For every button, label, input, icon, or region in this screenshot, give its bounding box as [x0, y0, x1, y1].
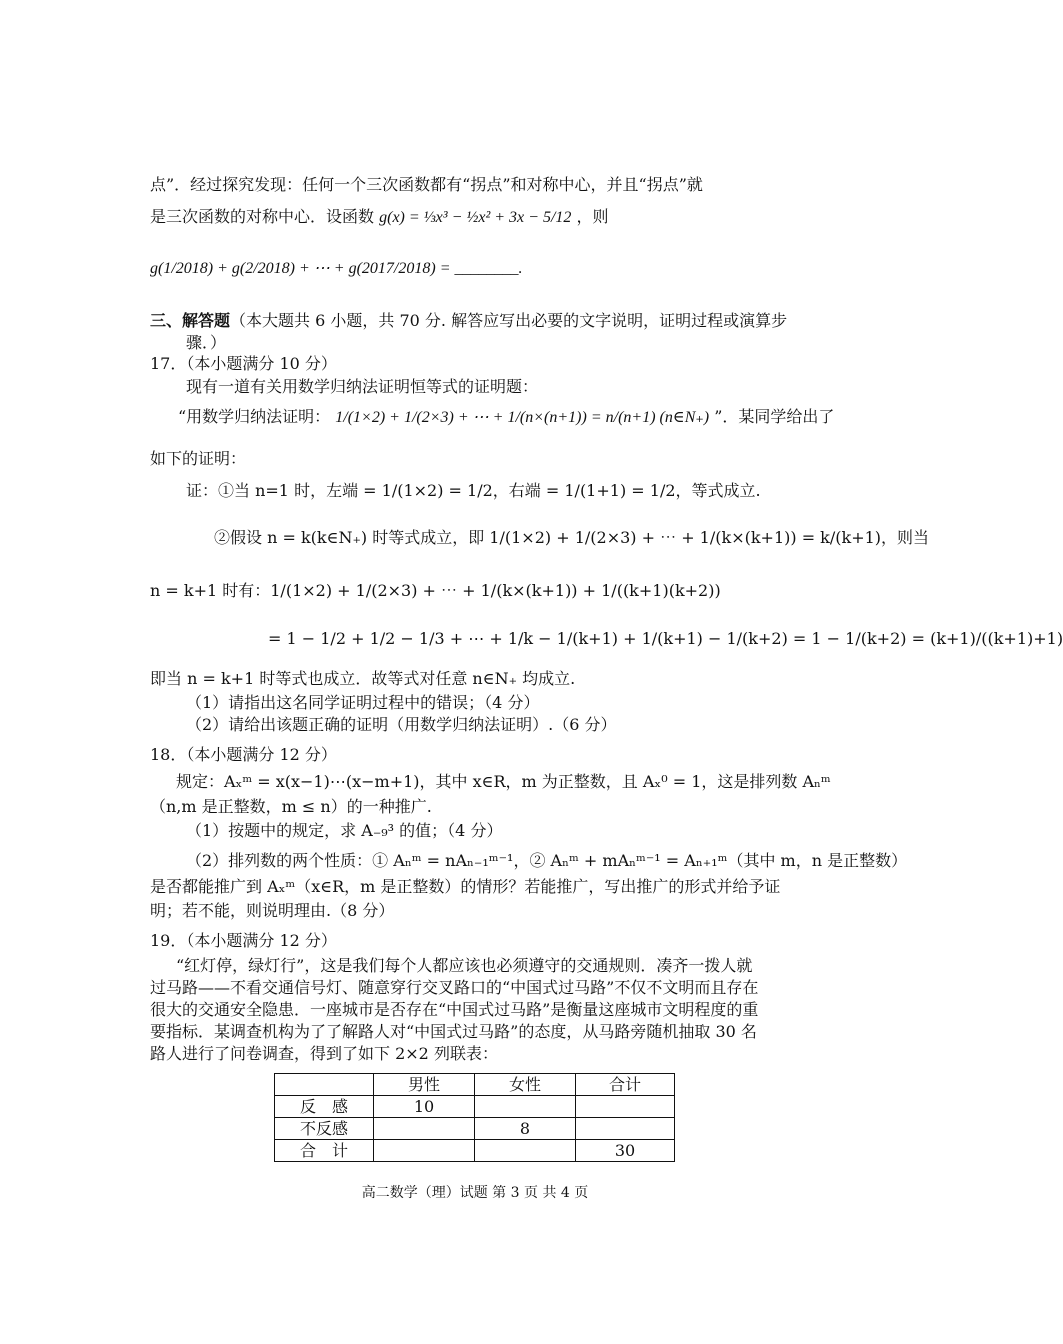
q16-line2-pre: 是三次函数的对称中心．设函数: [150, 207, 375, 226]
q17-sub1: （1）请指出这名同学证明过程中的错误；（4 分）: [186, 693, 540, 712]
q17-statement-pre: “用数学归纳法证明：: [178, 407, 331, 426]
table-header-row: [275, 1074, 675, 1096]
q16-sum-expression: g(1/2018) + g(2/2018) + ⋯ + g(2017/2018) = ________.: [150, 260, 523, 277]
section3-heading: [150, 310, 787, 332]
q17-proof-step1: 证：①当 n=1 时，左端 = 1/(1×2) = 1/2，右端 = 1/(1+1) = 1/2，等式成立.: [186, 481, 761, 500]
q18-sub2-line2: 是否都能推广到 Aₓᵐ（x∈R，m 是正整数）的情形？若能推广，写出推广的形式并给予证: [150, 877, 781, 896]
table-cell: [374, 1118, 475, 1140]
q17-intro: 现有一道有关用数学归纳法证明恒等式的证明题：: [186, 377, 539, 396]
q18-sub2-line3: 明；若不能，则说明理由.（8 分）: [150, 901, 395, 920]
contingency-table: [274, 1073, 675, 1162]
section3-desc2: 骤．）: [186, 333, 227, 352]
q17-header: 17．（本小题满分 10 分）: [150, 354, 337, 373]
table-cell: 10: [374, 1096, 475, 1118]
table-cell: 合 计: [275, 1140, 374, 1162]
table-cell: [576, 1096, 675, 1118]
q18-sub1: （1）按题中的规定，求 A₋₉³ 的值；（4 分）: [186, 821, 503, 840]
q17-proof-conclusion: 即当 n = k+1 时等式也成立．故等式对任意 n∈N₊ 均成立.: [150, 669, 576, 688]
page-footer: 高二数学（理）试题 第 3 页 共 4 页: [361, 1185, 589, 1201]
q17-statement-post: ”．某同学给出了: [714, 407, 835, 426]
q19-paragraph-line5: 路人进行了问卷调查，得到了如下 2×2 列联表：: [150, 1044, 498, 1063]
q17-sub2: （2）请给出该题正确的证明（用数学归纳法证明）.（6 分）: [186, 715, 617, 734]
q18-line2: （n,m 是正整数，m ≤ n）的一种推广.: [150, 797, 432, 816]
q17-proof-step2: ②假设 n = k(k∈N₊) 时等式成立，即 1/(1×2) + 1/(2×3) + ⋯ + 1/(k×(k+1)) = k/(k+1)，则当: [214, 528, 930, 547]
section3-title: 三、解答题: [150, 311, 231, 330]
table-cell: [576, 1118, 675, 1140]
table-cell: 反 感: [275, 1096, 374, 1118]
q16-line2: [150, 206, 609, 229]
q19-paragraph-line1: “红灯停，绿灯行”，这是我们每个人都应该也必须遵守的交通规则．凑齐一拨人就: [176, 956, 753, 975]
q17-statement-line2: 如下的证明：: [150, 449, 247, 468]
q17-proof-step4: = 1 − 1/2 + 1/2 − 1/3 + ⋯ + 1/k − 1/(k+1) + 1/(k+1) − 1/(k+2) = 1 − 1/(k+2) = (k+1)/((k+1)+1): [268, 629, 1063, 648]
table-header-cell: [275, 1074, 374, 1096]
q19-paragraph-line2: 过马路——不看交通信号灯、随意穿行交叉路口的“中国式过马路”不仅不文明而且存在: [150, 978, 759, 997]
q17-statement-formula: 1/(1×2) + 1/(2×3) + ⋯ + 1/(n×(n+1)) = n/(n+1) (n∈N₊): [335, 409, 710, 426]
table-header-cell: 合计: [576, 1074, 675, 1096]
table-row: [275, 1118, 675, 1140]
table-row: [275, 1140, 675, 1162]
table-cell: [475, 1140, 576, 1162]
q18-sub2: （2）排列数的两个性质：① Aₙᵐ = nAₙ₋₁ᵐ⁻¹，② Aₙᵐ + mAₙᵐ⁻¹ = Aₙ₊₁ᵐ（其中 m，n 是正整数）: [186, 851, 908, 870]
table-cell: [475, 1096, 576, 1118]
table-cell: 8: [475, 1118, 576, 1140]
table-row: [275, 1096, 675, 1118]
q16-line1: 点”．经过探究发现：任何一个三次函数都有“拐点”和对称中心，并且“拐点”就: [150, 175, 703, 194]
q18-line1: 规定：Aₓᵐ = x(x−1)⋯(x−m+1)，其中 x∈R，m 为正整数，且 Aₓ⁰ = 1，这是排列数 Aₙᵐ: [176, 772, 831, 791]
table-header-cell: 女性: [475, 1074, 576, 1096]
q19-paragraph-line3: 很大的交通安全隐患．一座城市是否存在“中国式过马路”是衡量这座城市文明程度的重: [150, 1000, 759, 1019]
table-cell: [374, 1140, 475, 1162]
q18-header: 18．（本小题满分 12 分）: [150, 745, 337, 764]
q17-proof-step3: n = k+1 时有：1/(1×2) + 1/(2×3) + ⋯ + 1/(k×(k+1)) + 1/((k+1)(k+2)): [150, 581, 721, 600]
q16-line2-post: ，则: [576, 207, 609, 226]
section3-desc: （本大题共 6 小题，共 70 分. 解答应写出必要的文字说明，证明过程或演算步: [230, 311, 788, 330]
q19-header: 19．（本小题满分 12 分）: [150, 931, 337, 950]
q17-statement: [178, 406, 834, 429]
table-cell: 不反感: [275, 1118, 374, 1140]
q19-paragraph-line4: 要指标．某调查机构为了了解路人对“中国式过马路”的态度，从马路旁随机抽取 30 名: [150, 1022, 757, 1041]
table-header-cell: 男性: [374, 1074, 475, 1096]
q16-function: g(x) = ⅓x³ − ½x² + 3x − 5/12: [379, 209, 572, 226]
table-cell: 30: [576, 1140, 675, 1162]
